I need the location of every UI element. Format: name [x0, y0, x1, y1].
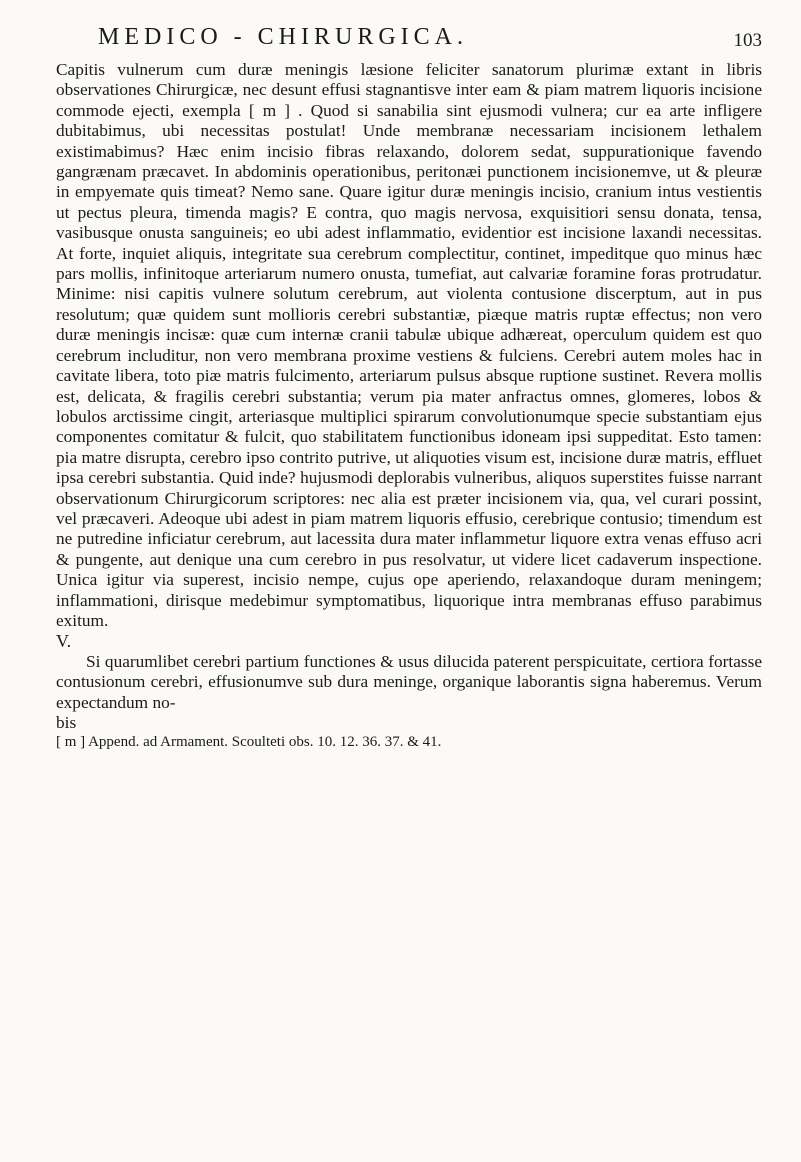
paragraph-2: Si quarumlibet cerebri partium functiones & usus dilucida paterent perspicuitate, certiora fortasse contusionum cerebri, effusionumve sub dura meninge, organique laborantis signa haberemus. Verum expectandum no-: [56, 651, 762, 712]
section-number: V.: [56, 631, 72, 652]
footnote: [ m ] Append. ad Armament. Scoulteti obs. 10. 12. 36. 37. & 41.: [56, 734, 442, 751]
running-title: MEDICO - CHIRURGICA.: [98, 24, 468, 50]
paragraph-1: Capitis vulnerum cum duræ meningis læsione feliciter sanatorum plurimæ extant in libris observationes Chirurgicæ, nec desunt effusi stagnantisve inter eam & piam matrem liquoris incisione commode ejecti, exempla [ m ] . Quod si sanabilia sint ejusmodi vulnera; cur ea arte infligere dubitabimus, ubi necessitas postulat! Unde membranæ necessariam incisionem lethalem existimabimus? Hæc enim incisio fibras relaxando, dolorem sedat, suppurationique favendo gangrænam præcavet. In abdominis operationibus, peritonæi punctionem incisionemve, ut & pleuræ in empyemate quis timeat? Nemo sane. Quare igitur duræ meningis incisio, cranium intus vestientis ut pectus pleura, timenda magis? E contra, quo magis nervosa, exquisitiori sensu donata, tensa, vasibusque onusta sanguineis; eo ubi adest inflammatio, evidentior est incisione laxandi necessitas. At forte, inquiet aliquis, integritate sua cerebrum complectitur, continet, impeditque quo minus hæc pars mollis, infinitoque arteriarum numero onusta, tumefiat, aut calvariæ foramine foras protrudatur. Minime: nisi capitis vulnere solutum cerebrum, aut violenta contusione discerptum, aut in pus resolutum; quæ quidem sunt mollioris cerebri substantiæ, piæque matris ruptæ effectus; non vero duræ meningis incisæ: quæ cum internæ cranii tabulæ ubique adhæreat, operculum quidem est quo cerebrum includitur, non vero membrana proxime vestiens & fulciens. Cerebri autem moles hac in cavitate libera, toto piæ matris fulcimento, arteriarum pulsus absque ruptione sustinet. Revera mollis est, delicata, & fragilis cerebri substantia; verum pia mater anfractus omnes, glomeres, lobos & lobulos arctissime cingit, arteriasque multiplici spirarum convolutionumque specie substantiam ejus componentes comitatur & fulcit, quo stabilitatem functionibus idoneam ipsi suppeditat. Esto tamen: pia matre disrupta, cerebro ipso contrito putrive, ut aliquoties visum est, incisione duræ matris, effluet ipsa cerebri substantia. Quid inde? hujusmodi deplorabis vulneribus, aliquos superstites fuisse narrant observationum Chirurgicorum scriptores: nec alia est præter incisionem via, qua, vel curari possint, vel præcaveri. Adeoque ubi adest in piam matrem liquoris effusio, cerebrique contusio; timendum est ne putredine inficiatur cerebrum, aut lacessita dura mater inflammetur liquore extra venas effuso acri & pungente, aut denique una cum cerebro in pus resolvatur, ut videre licet cadaverum inspectione. Unica igitur via superest, incisio nempe, cujus ope aperiendo, relaxandoque duram meningem; inflammationi, dirisque medebimur symptomatibus, liquorique intra membranas effuso parabimus exitum.: [56, 60, 762, 630]
body-text: [56, 60, 762, 751]
page-number: 103: [733, 30, 762, 51]
running-head: [56, 24, 762, 54]
catchword: bis: [56, 713, 77, 732]
